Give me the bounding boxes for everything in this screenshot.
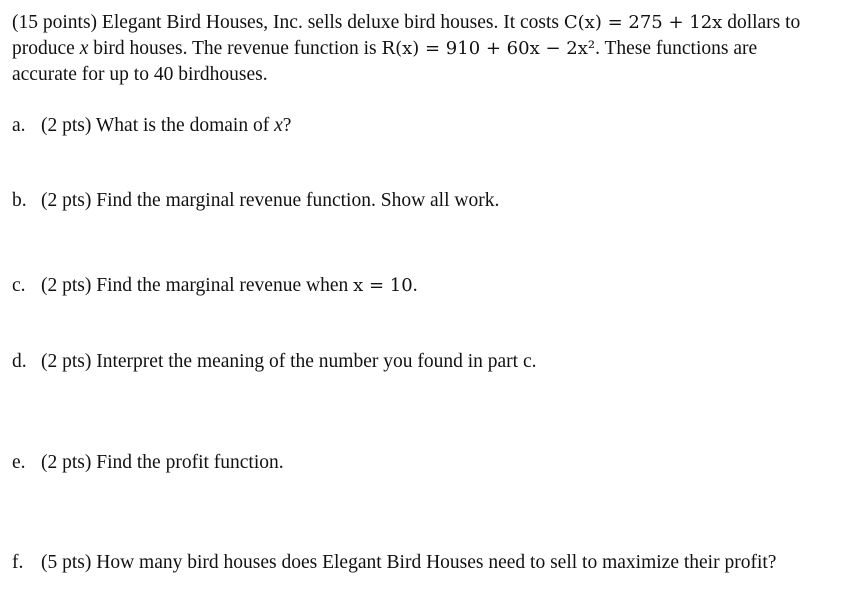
revenue-function: R(x) = 910 + 60x − 2x² [381, 38, 596, 59]
intro-line-2 [12, 36, 837, 62]
cost-function: C(x) = 275 + 12x [563, 12, 723, 33]
question-c-text-pre: (2 pts) Find the marginal revenue when [41, 275, 354, 296]
question-c-text-post: . [412, 275, 418, 296]
question-b-text: (2 pts) Find the marginal revenue function. Show all work. [41, 190, 500, 211]
intro-line-2-mid: bird houses. The revenue function is [88, 38, 382, 59]
question-d-text: (2 pts) Interpret the meaning of the number you found in part c. [41, 351, 537, 372]
question-a-text-post: ? [282, 115, 292, 136]
question-c-math: x = 10 [353, 275, 413, 296]
question-f-letter: f. [12, 552, 24, 573]
question-d-letter: d. [12, 351, 27, 372]
intro-line-2-pre: produce [12, 38, 80, 59]
problem-statement [12, 10, 837, 88]
question-d [12, 349, 536, 375]
question-f [12, 550, 776, 576]
question-b [12, 188, 499, 214]
question-e-letter: e. [12, 452, 26, 473]
intro-line-1 [12, 10, 837, 36]
question-e [12, 450, 284, 476]
question-a-variable: x [274, 115, 283, 136]
question-b-letter: b. [12, 190, 27, 211]
intro-line-1-text: (15 points) Elegant Bird Houses, Inc. sells deluxe bird houses. It costs [12, 12, 564, 33]
question-c [12, 273, 418, 299]
intro-variable-x: x [79, 38, 89, 59]
question-a [12, 113, 291, 139]
question-a-text-pre: (2 pts) What is the domain of [41, 115, 275, 136]
intro-line-1-tail: dollars to [722, 12, 801, 33]
question-e-text: (2 pts) Find the profit function. [41, 452, 284, 473]
intro-line-3 [12, 62, 837, 88]
question-f-text: (5 pts) How many bird houses does Elegant Bird Houses need to sell to maximize their profit? [41, 552, 777, 573]
intro-line-3-text: accurate for up to 40 birdhouses. [12, 64, 268, 85]
question-a-letter: a. [12, 115, 26, 136]
question-c-letter: c. [12, 275, 26, 296]
intro-line-2-tail: . These functions are [595, 38, 758, 59]
